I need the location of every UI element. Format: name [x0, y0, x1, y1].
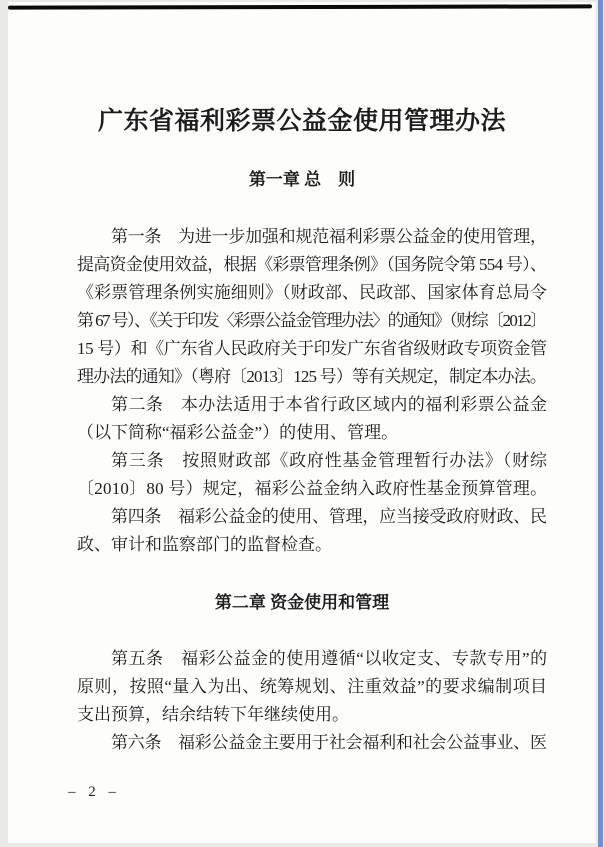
paragraph — [77, 645, 547, 729]
paragraph — [77, 391, 547, 447]
body-line: 政、审计和监察部门的监督检查。 — [77, 535, 332, 554]
chapter-heading: 第一章 总 则 — [248, 170, 356, 189]
paragraph — [77, 503, 547, 559]
paragraph — [77, 447, 547, 503]
body-line: 第三条 按照财政部《政府性基金管理暂行办法》（财综 — [111, 451, 548, 470]
document-page — [8, 2, 596, 843]
body-line: 《彩票管理条例实施细则》（财政部、民政部、国家体育总局令 — [77, 283, 548, 302]
paragraph — [77, 223, 547, 391]
body-line: 第六条 福彩公益金主要用于社会福利和社会公益事业、医 — [111, 733, 547, 752]
body-line: 理办法的通知》（粤府〔2013〕125 号）等有关规定，制定本办法。 — [77, 367, 547, 386]
paragraph — [77, 729, 547, 757]
body-line: 支出预算，结余结转下年继续使用。 — [77, 705, 349, 724]
body-line: 提高资金使用效益，根据《彩票管理条例》（国务院令第 554 号）、 — [77, 255, 547, 274]
document-title: 广东省福利彩票公益金使用管理办法 — [97, 108, 506, 135]
scan-artifact-bar — [8, 4, 592, 9]
body-line: 第五条 福彩公益金的使用遵循“以收定支、专款专用”的 — [111, 649, 548, 668]
body-line: （以下简称“福彩公益金”）的使用、管理。 — [77, 423, 399, 442]
page-number: – 2 – — [68, 784, 117, 800]
body-line: 第二条 本办法适用于本省行政区域内的福利彩票公益金 — [111, 395, 548, 414]
chapter-heading: 第二章 资金使用和管理 — [214, 593, 390, 612]
body-line: 〔2010〕80 号）规定，福彩公益金纳入政府性基金预算管理。 — [77, 479, 548, 498]
right-edge-highlight-strip — [598, 0, 603, 847]
body-line: 15 号）和《广东省人民政府关于印发广东省省级财政专项资金管 — [77, 339, 547, 358]
body-line: 原则，按照“量入为出、统筹规划、注重效益”的要求编制项目 — [77, 677, 548, 696]
body-line: 第四条 福彩公益金的使用、管理，应当接受政府财政、民 — [111, 507, 547, 526]
body-line: 第一条 为进一步加强和规范福利彩票公益金的使用管理， — [111, 227, 547, 246]
body-line: 第 67 号）、《关于印发〈彩票公益金管理办法〉的通知》（财综〔2012〕 — [77, 311, 546, 330]
